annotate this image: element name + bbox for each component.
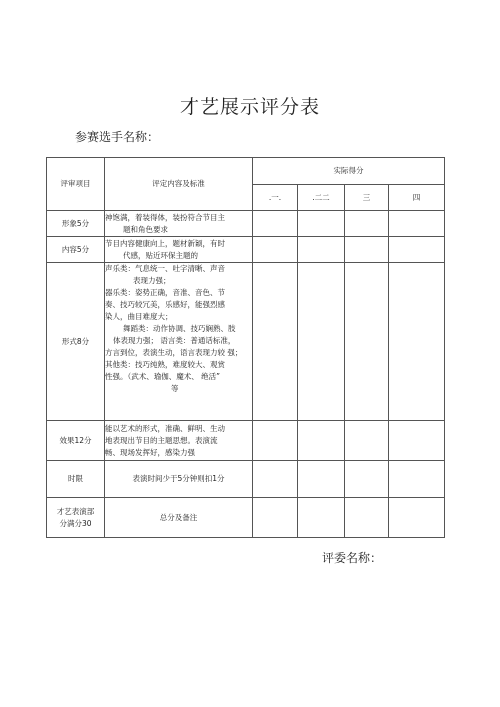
- score-cell[interactable]: [253, 498, 298, 538]
- content-line: 舞蹈类：动作协调、技巧娴熟、肢: [123, 324, 236, 333]
- content-line: 代感，贴近环保主题的: [123, 250, 198, 260]
- content-line: 等: [171, 384, 179, 393]
- score-cell[interactable]: [389, 211, 445, 237]
- score-table: [46, 157, 445, 538]
- row-effect-item: 效果12分: [47, 421, 105, 461]
- row-image-content: [105, 211, 253, 237]
- content-line: 体表现力强； 语言类：普通话标准，: [113, 336, 236, 345]
- content-line: 表现力强；: [133, 276, 171, 285]
- judge-col-4: 四: [389, 185, 445, 211]
- content-line: 畅、现场发挥好，感染力强: [105, 447, 195, 457]
- content-line: 声乐类：气息统一、吐字清晰、声音: [105, 264, 225, 273]
- judge-col-2: .二二: [298, 185, 345, 211]
- score-cell[interactable]: [253, 263, 298, 421]
- score-cell[interactable]: [389, 498, 445, 538]
- score-cell[interactable]: [298, 237, 345, 263]
- judge-col-1: .一.: [253, 185, 298, 211]
- score-cell[interactable]: [389, 461, 445, 498]
- header-content: 评定内容及标准: [105, 158, 253, 211]
- content-line: 神饱满，着装得体，装扮符合节目主: [105, 212, 225, 222]
- score-cell[interactable]: [253, 237, 298, 263]
- row-form-item: 形式8分: [47, 263, 105, 421]
- content-line: 节目内容健康向上，题材新颖，有时: [105, 238, 225, 248]
- score-cell[interactable]: [345, 498, 389, 538]
- score-cell[interactable]: [298, 211, 345, 237]
- score-cell[interactable]: [389, 421, 445, 461]
- score-cell[interactable]: [389, 263, 445, 421]
- item-line: 分满分30: [59, 518, 92, 528]
- judge-col-3: 三: [345, 185, 389, 211]
- score-cell[interactable]: [253, 421, 298, 461]
- row-time-content: 表演时间少于5分钟则扣1分: [105, 461, 253, 498]
- row-content: [47, 237, 445, 263]
- score-cell[interactable]: [298, 263, 345, 421]
- header-item: 评审项目: [47, 158, 105, 211]
- row-time-item: 时限: [47, 461, 105, 498]
- row-image: [47, 211, 445, 237]
- row-time: [47, 461, 445, 498]
- score-cell[interactable]: [345, 237, 389, 263]
- item-line: 才艺表演部: [56, 506, 95, 516]
- score-cell[interactable]: [298, 498, 345, 538]
- row-content-content: [105, 237, 253, 263]
- content-line: 地表现出节目的主题思想。表演流: [105, 435, 218, 445]
- score-cell[interactable]: [298, 421, 345, 461]
- content-line: 能以艺术的形式，准确、鲜明、生动: [105, 423, 225, 433]
- row-image-item: 形象5分: [47, 211, 105, 237]
- score-cell[interactable]: [345, 421, 389, 461]
- content-line: 题和角色要求: [123, 224, 168, 234]
- score-cell[interactable]: [345, 461, 389, 498]
- row-form: [47, 263, 445, 421]
- content-line: 性强。（武术、瑜伽、魔术、 绝活”: [105, 372, 221, 381]
- score-cell[interactable]: [298, 461, 345, 498]
- header-actual-score: 实际得分: [253, 158, 445, 185]
- row-total: [47, 498, 445, 538]
- content-line: 奏、技巧较冗美，乐感好，能强烈感: [105, 300, 225, 309]
- row-content-item: 内容5分: [47, 237, 105, 263]
- score-cell[interactable]: [345, 263, 389, 421]
- header-row-top: [47, 158, 445, 185]
- row-effect: [47, 421, 445, 461]
- score-cell[interactable]: [345, 211, 389, 237]
- content-line: 染人，曲目难度大；: [105, 312, 173, 321]
- row-form-content: [105, 263, 253, 421]
- row-total-content: 总分及备注: [105, 498, 253, 538]
- score-cell[interactable]: [253, 461, 298, 498]
- content-line: 器乐类：姿势正确，音准、音色、节: [105, 288, 225, 297]
- page-title: 才艺展示评分表: [179, 96, 320, 118]
- row-total-item: [47, 498, 105, 538]
- score-cell[interactable]: [389, 237, 445, 263]
- judge-name-label: 评委名称：: [322, 551, 383, 565]
- content-line: 其他类：技巧纯熟，难度较大、观赏: [105, 360, 225, 369]
- content-line: 方言到位，表演生动，语言表现力较 强；: [105, 348, 243, 357]
- contestant-name-label: 参赛选手名称：: [75, 130, 160, 144]
- score-cell[interactable]: [253, 211, 298, 237]
- row-effect-content: [105, 421, 253, 461]
